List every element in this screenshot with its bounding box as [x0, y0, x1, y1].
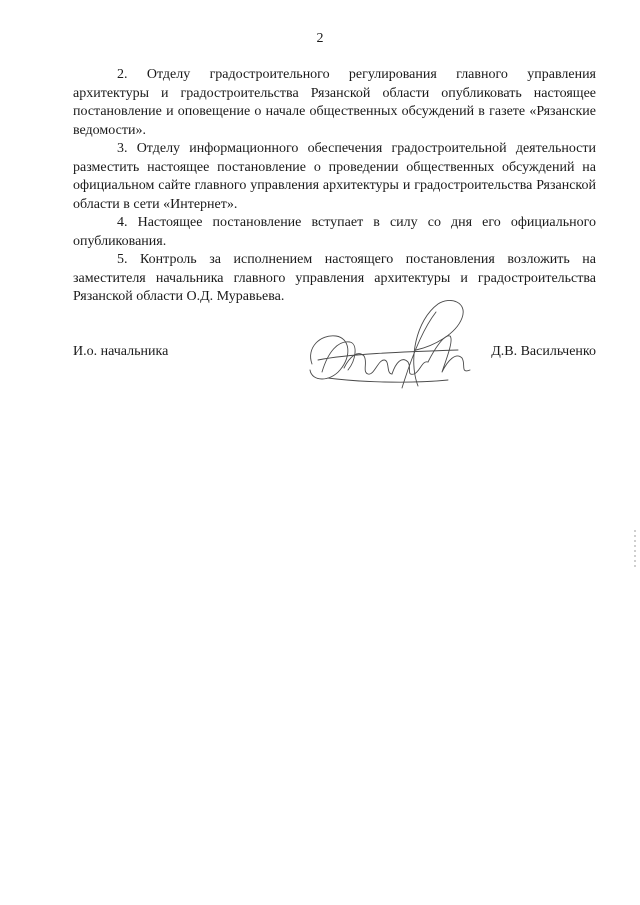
signatory-position: И.о. начальника	[73, 344, 169, 359]
paragraph-3: 3. Отделу информационного обеспечения градостроительной деятельности разместить настоящее постановление о проведении общественных обсуждений на официальном сайте главного управления архитектуры и градостроительства Рязанской области в сети «Интернет».	[73, 141, 596, 212]
page-number: 2	[316, 31, 324, 46]
paragraph-4: 4. Настоящее постановление вступает в силу со дня его официального опубликования.	[73, 215, 596, 249]
paragraph-2: 2. Отделу градостроительного регулирования главного управления архитектуры и градостроительства Рязанской области опубликовать настоящее постановление и оповещение о начале общественных обсуждений в газете «Рязанские ведомости».	[73, 67, 596, 138]
signatory-name: Д.В. Васильченко	[491, 344, 596, 359]
document-body	[73, 66, 596, 307]
paragraph-5: 5. Контроль за исполнением настоящего постановления возложить на заместителя начальника главного управления архитектуры и градостроительства Рязанской области О.Д. Муравьева.	[73, 252, 596, 304]
signature-block	[73, 344, 596, 364]
scan-artifact	[634, 530, 636, 570]
